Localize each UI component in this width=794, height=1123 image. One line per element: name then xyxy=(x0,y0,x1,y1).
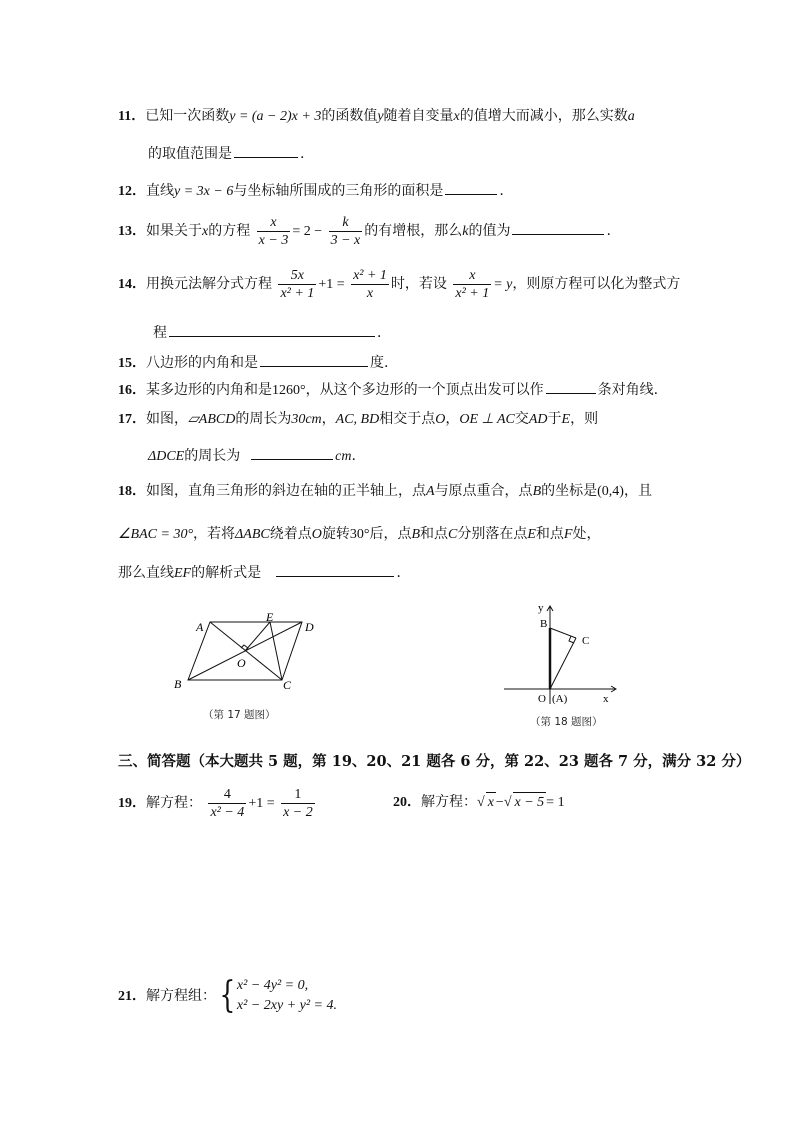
answer-blank[interactable] xyxy=(234,143,298,158)
math: F xyxy=(563,527,573,542)
fraction: $\frac{4}{\text{x² − 4}}$ xyxy=(210,786,245,820)
math: AD xyxy=(528,412,548,427)
question-number: 16． xyxy=(118,383,146,398)
math: 1260° xyxy=(272,383,306,398)
fraction: $\frac{k}{3 - x}$ xyxy=(330,214,361,248)
math: = 1 xyxy=(546,795,565,810)
answer-blank[interactable] xyxy=(260,352,368,367)
question-13 xyxy=(118,212,611,251)
text: 某多边形的内角和是 xyxy=(146,382,272,398)
math: B xyxy=(411,527,421,542)
text: 的取值范围是 xyxy=(148,146,232,162)
math: − xyxy=(495,795,504,810)
sqrt-x-minus-5: x − 5 xyxy=(513,792,547,813)
text: 如图，直角三角形的斜边在轴的正半轴上，点 xyxy=(146,483,426,499)
text: 和点 xyxy=(420,526,449,542)
math: O xyxy=(435,412,446,427)
math: +1 = xyxy=(248,796,275,811)
question-number: 14． xyxy=(118,277,146,292)
text: ，则 xyxy=(570,411,599,427)
text: ，则原方程可以化为整式方 xyxy=(512,276,681,292)
segment-oe xyxy=(245,622,270,651)
text: 直线 xyxy=(146,183,174,199)
text: 的函数值 xyxy=(321,108,378,124)
text: 的值增大而减小，那么实数 xyxy=(459,108,628,124)
text: 的值为 xyxy=(468,223,511,239)
text: 交 xyxy=(514,411,529,427)
math: y xyxy=(377,109,384,124)
math: x xyxy=(202,224,209,239)
math: AC, BD xyxy=(335,412,380,427)
text: ， xyxy=(445,411,460,427)
math: y = (a − 2)x + 3 xyxy=(229,109,322,124)
text: 的方程 xyxy=(208,223,251,239)
question-number: 13． xyxy=(118,224,146,239)
sqrt-x: x xyxy=(486,792,496,813)
math: O xyxy=(311,527,322,542)
math: cm xyxy=(335,449,352,464)
text: . xyxy=(300,146,305,162)
label-y: y xyxy=(538,602,544,614)
text: 绕着点 xyxy=(269,526,312,542)
equation-2: x² − 2xy + y² = 4. xyxy=(236,998,337,1013)
label-c: C xyxy=(582,635,590,647)
question-17-line2 xyxy=(148,445,356,467)
question-16 xyxy=(118,379,658,401)
answer-blank[interactable] xyxy=(546,379,596,394)
math: ΔDCE xyxy=(148,449,185,464)
label-a: (A) xyxy=(552,693,568,705)
question-15 xyxy=(118,352,388,374)
question-17 xyxy=(118,409,598,430)
question-11 xyxy=(118,106,635,127)
figure-17-caption: （第 17 题图） xyxy=(203,709,276,721)
fraction: $\frac{x}{\text{x² + 1}}$ xyxy=(455,267,490,301)
math: EF xyxy=(174,566,192,581)
text: ，若将 xyxy=(193,526,236,542)
math: 30° xyxy=(349,527,370,542)
text: 用换元法解分式方程 xyxy=(146,276,272,292)
label-o: O xyxy=(237,656,246,670)
question-number: 21． xyxy=(118,989,146,1004)
section-3-title: 三、简答题（本大题共 5 题，第 19、20、21 题各 6 分，第 22、23 题各 7 分，满分 32 分） xyxy=(118,753,751,770)
label-b: B xyxy=(540,618,548,630)
label-o: O xyxy=(538,693,546,705)
figure-18-coordinate-triangle xyxy=(500,598,624,710)
answer-blank[interactable] xyxy=(169,322,375,337)
text: 解方程： xyxy=(421,794,477,810)
text: 随着自变量 xyxy=(383,108,454,124)
question-number: 19． xyxy=(118,796,146,811)
math: A xyxy=(426,484,435,499)
label-e: E xyxy=(266,612,274,624)
fraction: $\frac{5x}{\text{x² + 1}}$ xyxy=(280,267,315,301)
text: 旋转 xyxy=(321,526,350,542)
text: 时，若设 xyxy=(390,276,447,292)
text: 于 xyxy=(547,411,562,427)
question-number: 11． xyxy=(118,109,146,124)
math: C xyxy=(448,527,458,542)
question-18 xyxy=(118,481,652,502)
question-21 xyxy=(118,974,337,1019)
text: 解方程： xyxy=(146,795,202,811)
math: 30cm xyxy=(291,412,322,427)
fraction: $\frac{1}{x - 2}$ xyxy=(283,786,313,820)
text: . xyxy=(606,223,611,239)
answer-blank[interactable] xyxy=(251,445,333,460)
text: ，且 xyxy=(623,483,652,499)
label-a: A xyxy=(196,620,204,634)
figure-18-caption: （第 18 题图） xyxy=(530,716,603,728)
math: ∠BAC = 30° xyxy=(118,527,194,542)
equation-1: x² − 4y² = 0, xyxy=(236,978,309,993)
question-11-line2 xyxy=(148,143,304,164)
text: 如图， xyxy=(146,411,188,427)
question-14-line2 xyxy=(153,322,391,343)
text: 和点 xyxy=(535,526,564,542)
math: B xyxy=(532,484,542,499)
answer-blank[interactable] xyxy=(512,220,604,235)
question-number: 12． xyxy=(118,184,146,199)
text: 的周长为 xyxy=(235,411,292,427)
side-bc xyxy=(550,628,576,638)
question-20: 20．解方程：√ x −√ x − 5 = 1 xyxy=(393,792,565,813)
text: 分别落在点 xyxy=(457,526,528,542)
fraction: $\frac{\text{x² + 1}}{x}$ xyxy=(353,267,387,301)
question-number: 17． xyxy=(118,412,146,427)
math: x xyxy=(453,109,460,124)
answer-blank[interactable] xyxy=(445,180,497,195)
text: 的周长为 xyxy=(184,448,241,464)
label-d: D xyxy=(305,620,314,634)
math: = 2 − xyxy=(292,224,323,239)
question-14 xyxy=(118,265,680,304)
answer-blank[interactable] xyxy=(276,562,394,577)
label-c: C xyxy=(283,678,292,692)
text: ． xyxy=(396,565,411,581)
text: 已知一次函数 xyxy=(145,108,230,124)
text: 解方程组： xyxy=(146,988,216,1004)
equation-system xyxy=(237,976,337,1016)
text: 那么直线 xyxy=(118,565,174,581)
question-number: 15． xyxy=(118,356,146,371)
math: a xyxy=(627,109,635,124)
question-number: 20． xyxy=(393,795,421,810)
text: ． xyxy=(377,325,391,341)
text: 的坐标是 xyxy=(541,483,598,499)
math: E xyxy=(527,527,536,542)
math: OE ⊥ AC xyxy=(459,412,515,427)
brace: { xyxy=(219,975,236,1016)
math: ΔABC xyxy=(235,527,270,542)
label-x: x xyxy=(603,693,609,705)
text: 的解析式是 xyxy=(191,565,262,581)
label-b: B xyxy=(174,677,182,691)
question-19 xyxy=(118,783,317,824)
math: (0,4) xyxy=(597,484,624,499)
question-number: 18． xyxy=(118,484,146,499)
text: . xyxy=(499,183,504,199)
math: E xyxy=(561,412,571,427)
text: 的有增根，那么 xyxy=(364,223,463,239)
question-12 xyxy=(118,180,504,202)
text: 条对角线. xyxy=(597,382,659,398)
text: 处， xyxy=(572,526,601,542)
side-ac xyxy=(550,638,576,689)
question-18-line3 xyxy=(118,562,410,584)
text: 八边形的内角和是 xyxy=(146,355,258,371)
text: 程 xyxy=(153,325,167,341)
math: k xyxy=(462,224,469,239)
text: . xyxy=(351,448,356,464)
text: 后，点 xyxy=(369,526,412,542)
text: 与坐标轴所围成的三角形的面积是 xyxy=(233,183,444,199)
text: ， xyxy=(321,411,336,427)
text: 相交于点 xyxy=(379,411,436,427)
math: +1 = xyxy=(318,277,345,292)
text: 与原点重合，点 xyxy=(434,483,533,499)
math: ▱ABCD xyxy=(188,412,236,427)
math: = y xyxy=(493,277,513,292)
figure-17-parallelogram xyxy=(170,612,320,696)
question-18-line2 xyxy=(118,524,600,545)
text: 如果关于 xyxy=(146,223,202,239)
math: y = 3x − 6 xyxy=(174,184,234,199)
fraction: $\frac{x}{x - 3}$ xyxy=(258,214,289,248)
text: ，从这个多边形的一个顶点出发可以作 xyxy=(305,382,544,398)
text: 度. xyxy=(370,355,389,371)
